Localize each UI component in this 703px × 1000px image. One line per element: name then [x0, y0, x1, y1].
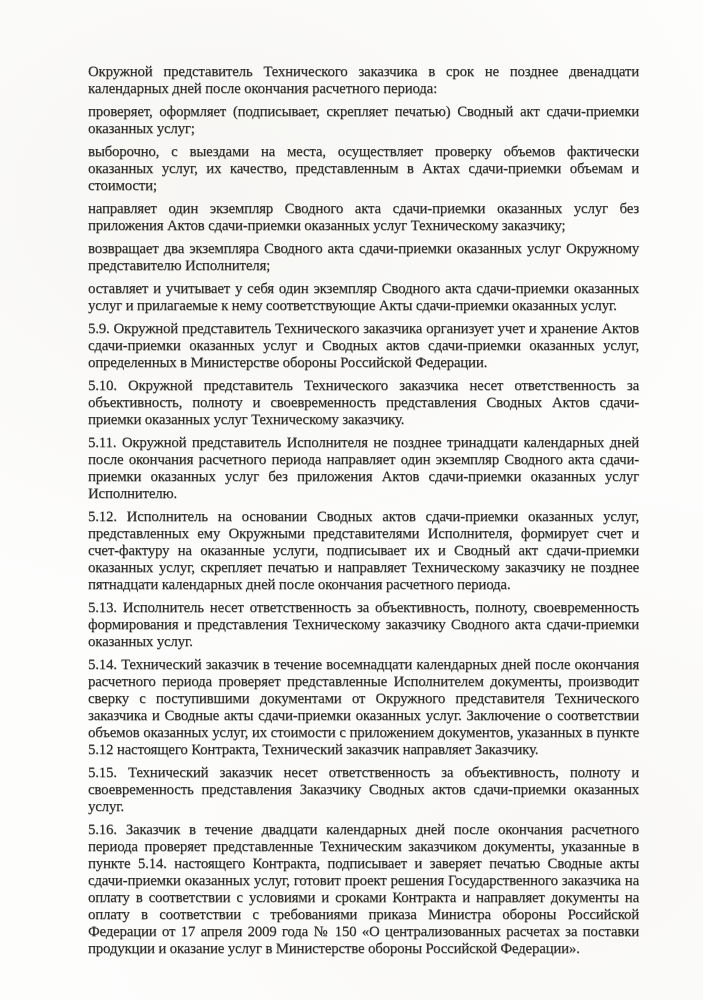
- clause-5-13: 5.13. Исполнитель несет ответственность за объективность, полноту, своевременность формирования и представления Техническому заказчику Сводного акта сдачи-приемки оказанных услуг.: [88, 600, 639, 650]
- contract-text-block: [88, 64, 639, 964]
- clause-intro-district-representative: Окружной представитель Технического заказчика в срок не позднее двенадцати календарных дней после окончания расчетного периода:: [88, 64, 639, 97]
- clause-5-10: 5.10. Окружной представитель Технического заказчика несет ответственность за объективность, полноту и своевременность представления Сводных Актов сдачи-приемки оказанных услуг Техническому заказчику.: [88, 378, 639, 428]
- clause-5-15: 5.15. Технический заказчик несет ответственность за объективность, полноту и своевременность представления Заказчику Сводных актов сдачи-приемки оказанных услуг.: [88, 765, 639, 815]
- clause-5-16: 5.16. Заказчик в течение двадцати календарных дней после окончания расчетного периода проверяет представленные Техническим заказчиком документы, указанные в пункте 5.14. настоящего Контракта, подписывает и заверяет печатью Сводные акты сдачи-приемки оказанных услуг, готовит проект решения Государственного заказчика на оплату в соответствии с условиями и сроками Контракта и направляет документы на оплату в соответствии с требованиями приказа Министра обороны Российской Федерации от 17 апреля 2009 года № 150 «О централизованных расчетах за поставки продукции и оказание услуг в Министерстве обороны Российской Федерации».: [88, 822, 639, 957]
- clause-5-14: 5.14. Технический заказчик в течение восемнадцати календарных дней после окончания расчетного периода проверяет представленные Исполнителем документы, производит сверку с поступившими документами от Окружного представителя Технического заказчика и Сводные акты сдачи-приемки оказанных услуг. Заключение о соответствии объемов оказанных услуг, их стоимости с приложением документов, указанных в пункте 5.12 настоящего Контракта, Технический заказчик направляет Заказчику.: [88, 657, 639, 758]
- clause-5-9: 5.9. Окружной представитель Технического заказчика организует учет и хранение Актов сдачи-приемки оказанных услуг и Сводных актов сдачи-приемки оказанных услуг, определенных в Министерстве обороны Российской Федерации.: [88, 321, 639, 371]
- clause-retains-one-copy: оставляет и учитывает у себя один экземпляр Сводного акта сдачи-приемки оказанных услуг и прилагаемые к нему соответствующие Акты сдачи-приемки оказанных услуг.: [88, 281, 639, 314]
- clause-selective-field-checks: выборочно, с выездами на места, осуществляет проверку объемов фактически оказанных услуг, их качество, представленным в Актах сдачи-приемки объемам и стоимости;: [88, 144, 639, 194]
- clause-5-11: 5.11. Окружной представитель Исполнителя не позднее тринадцати календарных дней после окончания расчетного периода направляет один экземпляр Сводного акта сдачи-приемки оказанных услуг без приложения Актов сдачи-приемки оказанных услуг Исполнителю.: [88, 435, 639, 502]
- clause-sends-copy-to-technical-customer: направляет один экземпляр Сводного акта сдачи-приемки оказанных услуг без приложения Актов сдачи-приемки оказанных услуг Техническому заказчику;: [88, 201, 639, 234]
- clause-5-12: 5.12. Исполнитель на основании Сводных актов сдачи-приемки оказанных услуг, представленных ему Окружными представителями Исполнителя, формирует счет и счет-фактуру на оказанные услуги, подписывает их и Сводный акт сдачи-приемки оказанных услуг, скрепляет печатью и направляет Техническому заказчику не позднее пятнадцати календарных дней после окончания расчетного периода.: [88, 509, 639, 593]
- clause-returns-two-copies: возвращает два экземпляра Сводного акта сдачи-приемки оказанных услуг Окружному представителю Исполнителя;: [88, 241, 639, 274]
- clause-verifies-act: проверяет, оформляет (подписывает, скрепляет печатью) Сводный акт сдачи-приемки оказанных услуг;: [88, 104, 639, 137]
